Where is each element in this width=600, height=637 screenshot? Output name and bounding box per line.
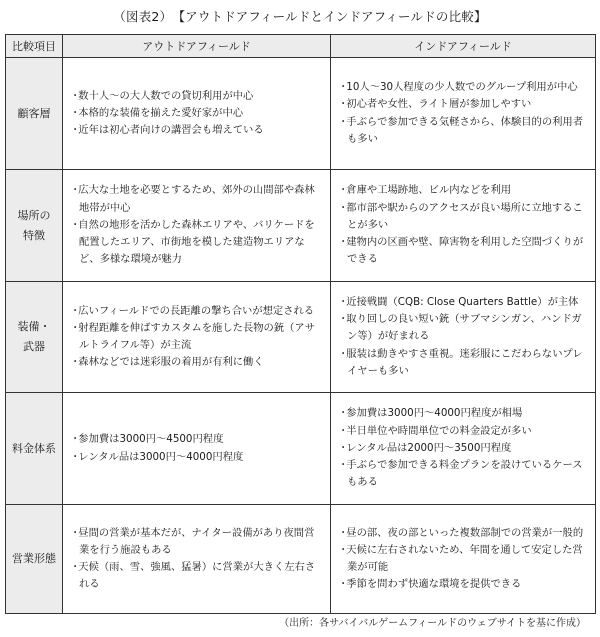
category-label-line: 武器 — [23, 340, 45, 353]
bullet-item: ・ 森林などでは迷彩服の着用が有利に働く — [70, 354, 324, 371]
outdoor-bullet-list — [70, 525, 324, 594]
bullet-item: ・ 広大な土地を必要とするため、郊外の山間部や森林地帯が中心 — [70, 182, 324, 216]
indoor-bullet-list — [338, 182, 589, 268]
outdoor-cell — [63, 170, 331, 282]
row-category — [6, 58, 63, 170]
category-label-line: 場所の — [17, 208, 51, 222]
bullet-item: ・ 広いフィールドでの長距離の撃ち合いが想定される — [70, 303, 324, 320]
bullet-item: ・ 数十人～の大人数での貸切利用が中心 — [70, 88, 324, 105]
table-row — [6, 282, 596, 393]
outdoor-bullet-list — [70, 303, 324, 372]
indoor-cell — [331, 393, 596, 505]
document-title: （図表2） 【アウトドアフィールドとインドアフィールドの比較】 — [113, 9, 487, 24]
bullet-item: ・ 季節を問わず快適な環境を提供できる — [338, 576, 589, 593]
indoor-cell — [331, 282, 596, 393]
indoor-bullet-list — [338, 405, 589, 491]
bullet-item: ・ 参加費は3000円～4500円程度 — [70, 431, 324, 448]
bullet-item: ・ 服装は動きやすさ重視。迷彩服にこだわらないプレイヤーも多い — [338, 346, 589, 380]
bullet-item: ・ 自然の地形を活かした森林エリアや、バリケードを配置したエリア、市街地を模した建造物エリアなど、多様な環境が魅力 — [70, 217, 324, 269]
bullet-item: ・ 建物内の区画や壁、障害物を利用した空間づくりができる — [338, 234, 589, 268]
bullet-item: ・ 近年は初心者向けの講習会も増えている — [70, 122, 324, 139]
bullet-item: ・ 初心者や女性、ライト層が参加しやすい — [338, 96, 589, 113]
outdoor-bullet-list — [70, 88, 324, 140]
bullet-item: ・ 倉庫や工場跡地、ビル内などを利用 — [338, 182, 589, 199]
bullet-item: ・ 射程距離を伸ばすカスタムを施した長物の銃（アサルトライフル等）が主流 — [70, 320, 324, 354]
row-category — [6, 170, 63, 282]
bullet-item: ・ 本格的な装備を揃えた愛好家が中心 — [70, 105, 324, 122]
bullet-item: ・ 半日単位や時間単位での料金設定が多い — [338, 423, 589, 440]
comparison-table — [5, 34, 596, 614]
source-note: （出所：各サバイバルゲームフィールドのウェブサイトを基に作成） — [279, 618, 586, 629]
indoor-bullet-list — [338, 294, 589, 380]
row-category — [6, 393, 63, 505]
indoor-cell — [331, 505, 596, 614]
bullet-item: ・ 手ぶらで参加できる気軽さから、体験目的の利用者も多い — [338, 114, 589, 148]
bullet-item: ・ 取り回しの良い短い銃（サブマシンガン、ハンドガン等）が好まれる — [338, 311, 589, 345]
header-outdoor: アウトドアフィールド — [63, 35, 331, 58]
bullet-item: ・ 天候に左右されないため、年間を通して安定した営業が可能 — [338, 542, 589, 576]
bullet-item: ・ レンタル品は2000円～3500円程度 — [338, 440, 589, 457]
table-row — [6, 505, 596, 614]
outdoor-cell — [63, 282, 331, 393]
category-label-line: 装備・ — [17, 320, 51, 333]
bullet-item: ・ レンタル品は3000円～4000円程度 — [70, 449, 324, 466]
bullet-item: ・ 手ぶらで参加できる料金プランを設けているケースもある — [338, 457, 589, 491]
header-category: 比較項目 — [6, 35, 63, 58]
row-category — [6, 282, 63, 393]
table-row — [6, 393, 596, 505]
row-category — [6, 505, 63, 614]
bullet-item: ・ 10人～30人程度の少人数でのグループ利用が中心 — [338, 79, 589, 96]
outdoor-bullet-list — [70, 182, 324, 268]
category-label-line: 営業形態 — [12, 552, 56, 565]
bullet-item: ・ 昼の部、夜の部といった複数部制での営業が一般的 — [338, 525, 589, 542]
indoor-cell — [331, 170, 596, 282]
indoor-cell — [331, 58, 596, 170]
table-row — [6, 170, 596, 282]
table-header-row — [6, 35, 596, 58]
outdoor-cell — [63, 505, 331, 614]
category-label-line: 特徴 — [23, 228, 45, 242]
outdoor-cell — [63, 58, 331, 170]
bullet-item: ・ 天候（雨、雪、強風、猛暑）に営業が大きく左右される — [70, 559, 324, 593]
bullet-item: ・ 近接戦闘（CQB: Close Quarters Battle）が主体 — [338, 294, 589, 311]
indoor-bullet-list — [338, 525, 589, 594]
header-indoor: インドアフィールド — [331, 35, 596, 58]
bullet-item: ・ 参加費は3000円～4000円程度が相場 — [338, 405, 589, 422]
bullet-item: ・ 都市部や駅からのアクセスが良い場所に立地することが多い — [338, 200, 589, 234]
table-row — [6, 58, 596, 170]
category-label-line: 料金体系 — [12, 441, 56, 455]
bullet-item: ・ 昼間の営業が基本だが、ナイター設備があり夜間営業を行う施設もある — [70, 525, 324, 559]
outdoor-cell — [63, 393, 331, 505]
category-label-line: 顧客層 — [17, 106, 51, 120]
indoor-bullet-list — [338, 79, 589, 148]
outdoor-bullet-list — [70, 431, 324, 465]
